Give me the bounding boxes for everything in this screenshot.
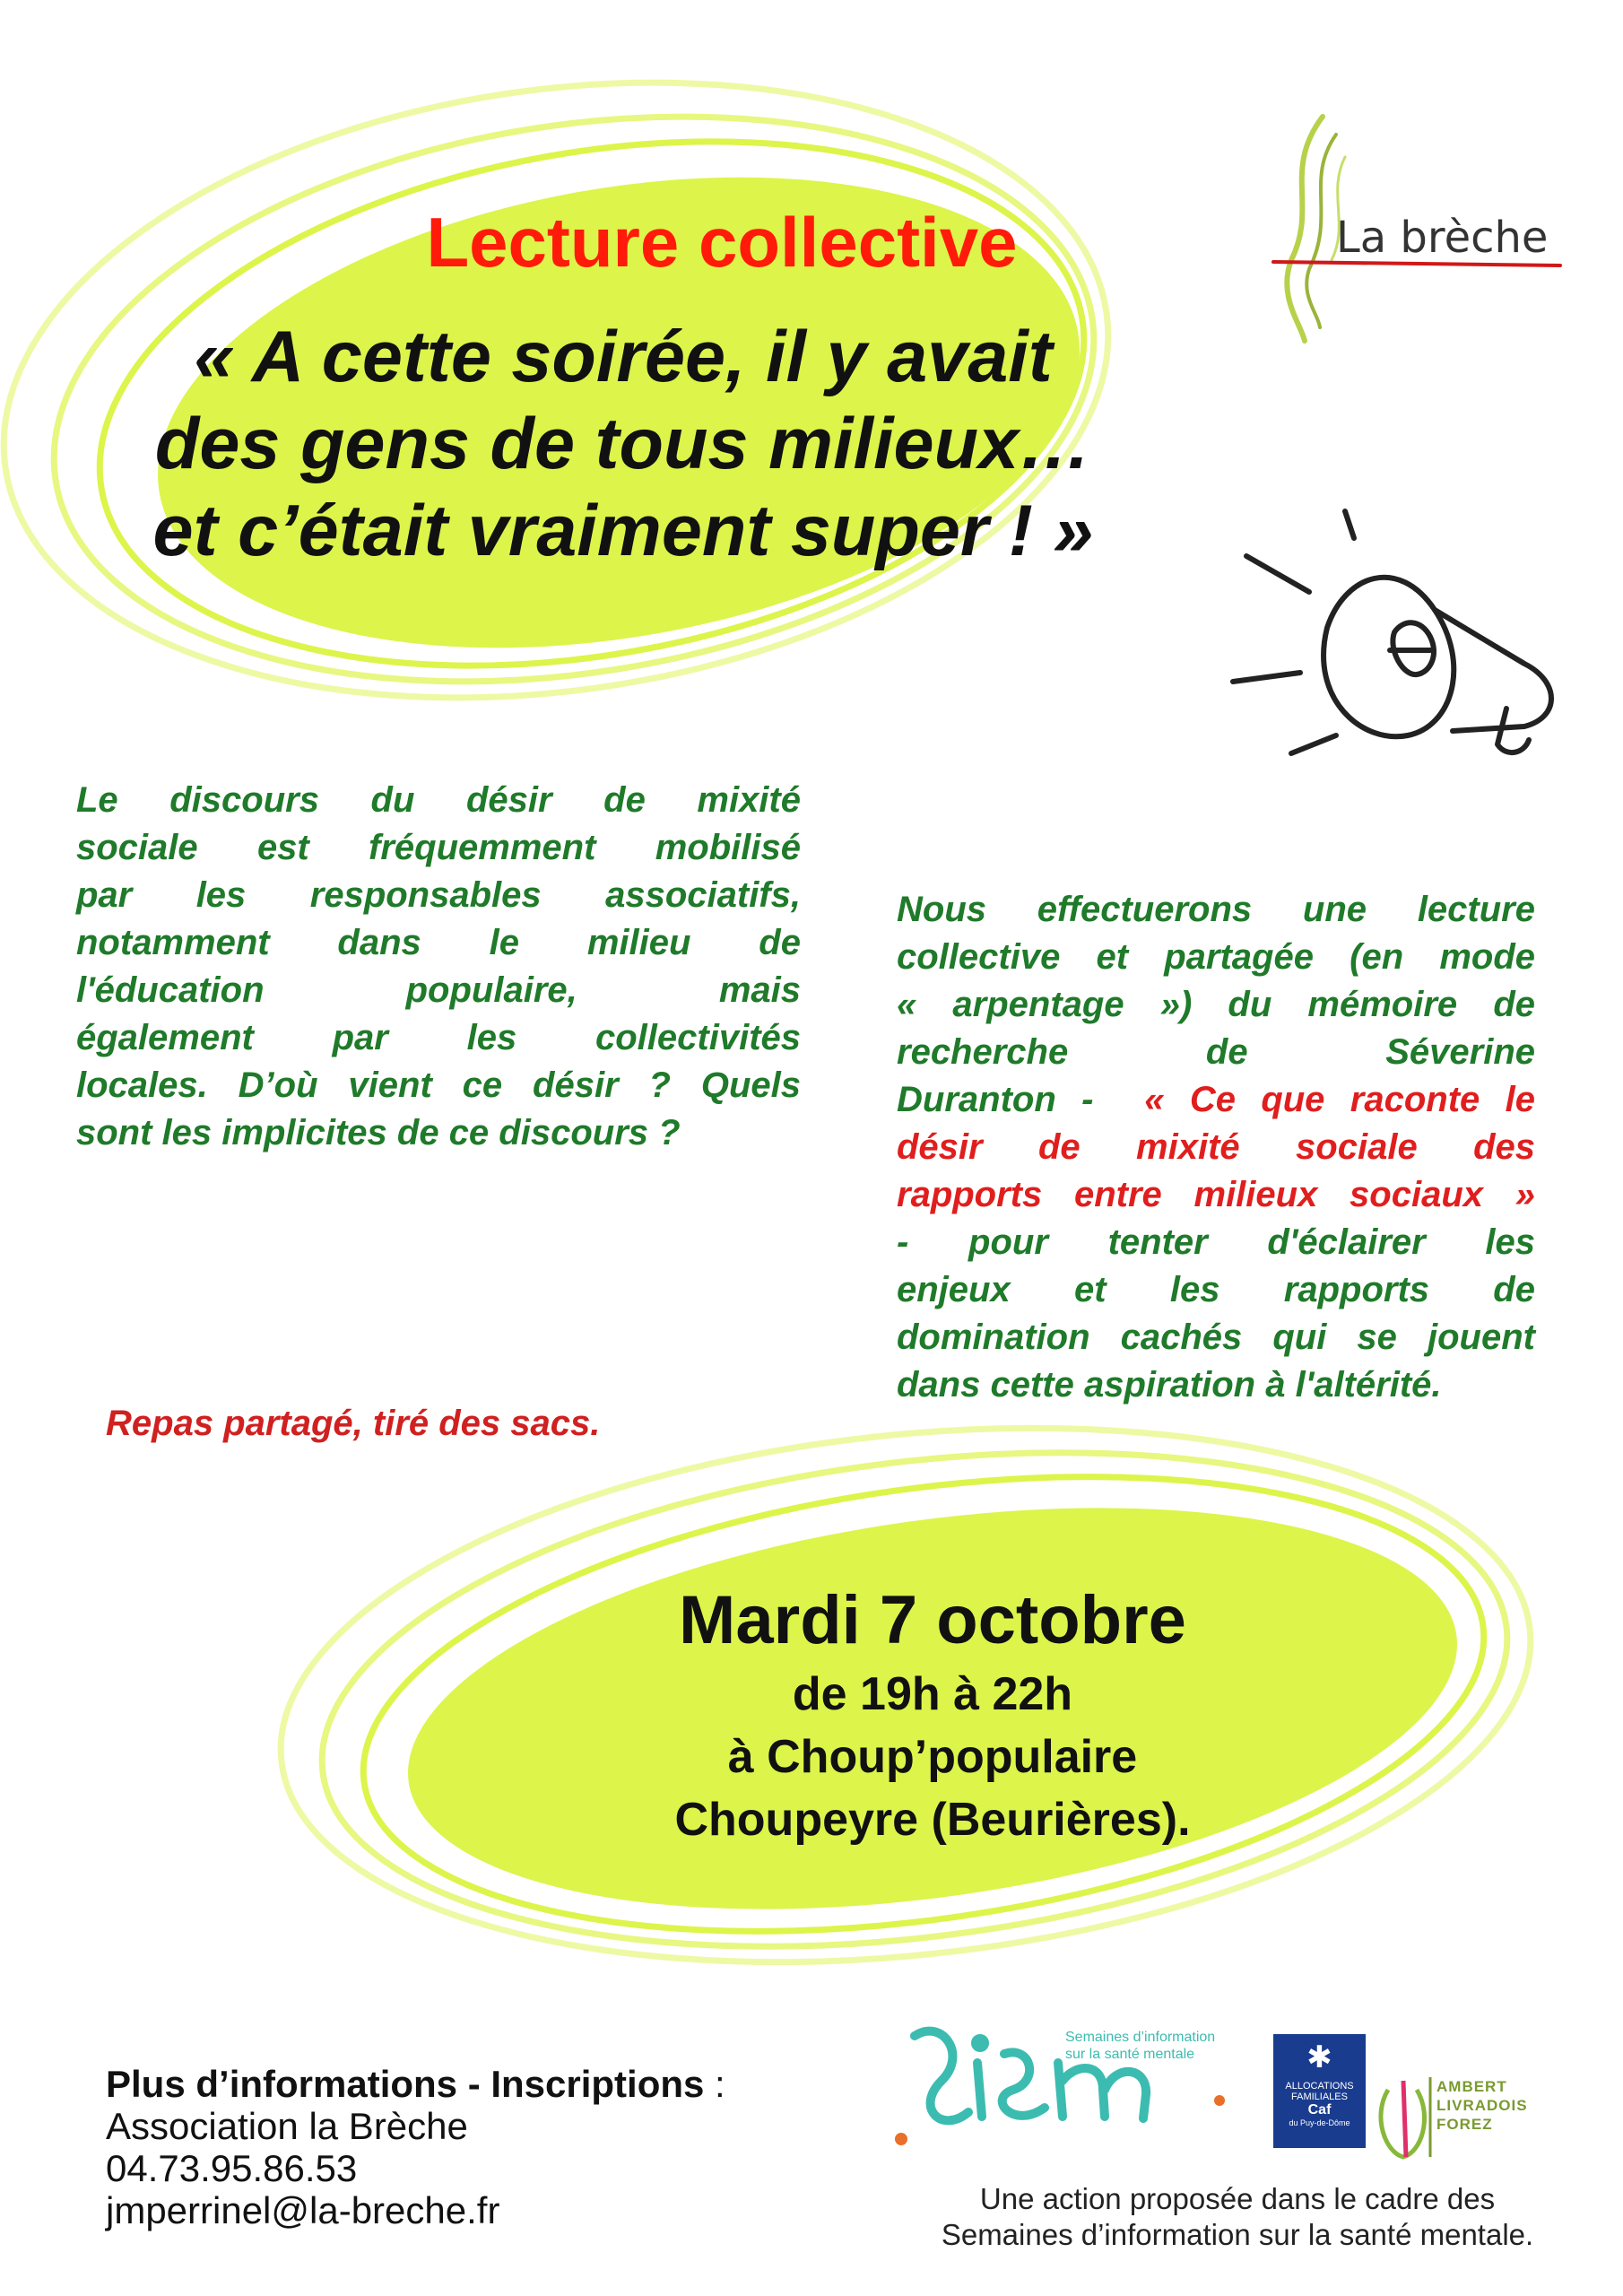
event-area: Choupeyre (Beurières). (674, 1794, 1191, 1846)
paragraph-line: également par les collectivités (76, 1018, 801, 1057)
paragraph-line: enjeux et les rapports de (897, 1270, 1535, 1309)
partners-caption (888, 2181, 1587, 2253)
author-name: Duranton - (897, 1080, 1094, 1119)
sism-subtitle-line: sur la santé mentale (1065, 2047, 1195, 2062)
event-date: Mardi 7 octobre (679, 1582, 1186, 1658)
caf-emblem-icon: ✱ (1306, 2040, 1332, 2074)
paragraph-line: domination cachés qui se jouent (897, 1318, 1535, 1357)
sism-dot-orange (895, 2133, 907, 2145)
event-datetime (574, 1578, 1291, 1851)
paragraph-line: « arpentage ») du mémoire de (897, 985, 1535, 1024)
alf-text-line: FOREZ (1436, 2116, 1493, 2133)
sism-dot-orange-2 (1214, 2095, 1225, 2106)
paragraph-line: Le discours du désir de mixité (76, 780, 801, 820)
memoir-title-line: désir de mixité sociale des (897, 1127, 1535, 1167)
paragraph-line: sont les implicites de ce discours ? (76, 1113, 681, 1152)
headline-quote (117, 314, 1130, 575)
sism-subtitle (1065, 2029, 1215, 2063)
contact-phone[interactable]: 04.73.95.86.53 (106, 2147, 358, 2189)
caf-logo (1273, 2034, 1366, 2148)
contact-colon: : (704, 2063, 725, 2105)
memoir-title: « Ce que raconte le (1144, 1080, 1536, 1119)
contact-email[interactable]: jmperrinel@la-breche.fr (106, 2189, 500, 2231)
paragraph-line (897, 1076, 1535, 1124)
contact-heading: Plus d’informations - Inscriptions (106, 2063, 705, 2105)
sism-subtitle-line: Semaines d’information (1065, 2030, 1216, 2045)
alf-logo-icon (1381, 2077, 1430, 2157)
caf-text: Caf (1307, 2102, 1332, 2118)
caf-text: ALLOCATIONS (1285, 2081, 1354, 2092)
quote-line: et c’était vraiment super ! » (152, 491, 1094, 571)
event-time: de 19h à 22h (792, 1668, 1073, 1720)
paragraph-line: sociale est fréquemment mobilisé (76, 828, 801, 867)
contact-block (106, 2063, 725, 2231)
paragraph-line: par les responsables associatifs, (76, 875, 801, 915)
memoir-title-line: rapports entre milieux sociaux » (897, 1175, 1535, 1214)
caption-line: Semaines d’information sur la santé mentale. (941, 2218, 1534, 2251)
megaphone-icon (1233, 511, 1551, 753)
event-title: Lecture collective (426, 203, 1018, 282)
paragraph-line: Nous effectuerons une lecture (897, 890, 1535, 929)
caf-text: du Puy-de-Dôme (1289, 2118, 1350, 2127)
alf-text-line: LIVRADOIS (1436, 2097, 1528, 2114)
event-place: à Choup’populaire (727, 1731, 1138, 1783)
contact-org: Association la Brèche (106, 2105, 468, 2147)
paragraph-line: dans cette aspiration à l'altérité. (897, 1365, 1442, 1405)
paragraph-line: collective et partagée (en mode (897, 937, 1535, 977)
intro-paragraph (76, 777, 801, 1157)
quote-line: des gens de tous milieux… (154, 404, 1092, 484)
quote-line: « A cette soirée, il y avait (194, 317, 1053, 397)
alf-text-line: AMBERT (1436, 2078, 1507, 2095)
description-paragraph (897, 886, 1535, 1409)
paragraph-line: - pour tenter d'éclairer les (897, 1222, 1535, 1262)
caf-text: FAMILIALES (1291, 2092, 1348, 2102)
alf-logo-text (1436, 2077, 1528, 2134)
paragraph-line: notamment dans le milieu de (76, 923, 801, 962)
breche-logo-text: La brèche (1336, 213, 1549, 263)
repas-note: Repas partagé, tiré des sacs. (106, 1404, 601, 1443)
paragraph-line: locales. D’où vient ce désir ? Quels (76, 1065, 801, 1105)
caption-line: Une action proposée dans le cadre des (979, 2182, 1496, 2215)
paragraph-line: recherche de Séverine (897, 1032, 1535, 1072)
paragraph-line: l'éducation populaire, mais (76, 970, 801, 1010)
